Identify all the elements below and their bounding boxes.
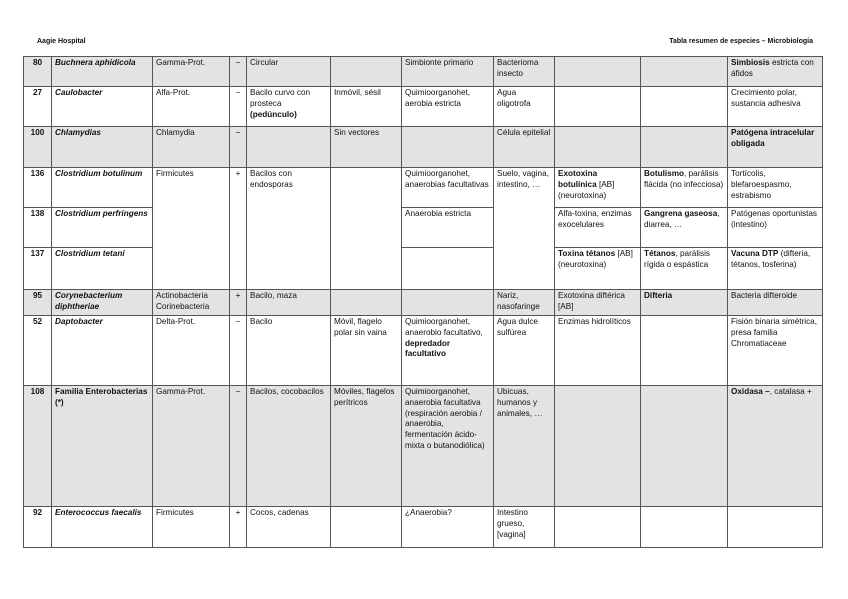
motility-cell xyxy=(331,168,402,290)
species-name: Caulobacter xyxy=(52,87,153,127)
disease-bold: Gangrena gaseosa xyxy=(644,209,718,218)
virulence-cell: Exotoxina diftérica [AB] xyxy=(555,290,641,316)
metabolism-text: Quimioorganohet, anaerobio facultativo, xyxy=(405,317,483,337)
species-name: Clostridium perfringens xyxy=(52,208,153,248)
habitat-cell: Agua dulce sulfúrea xyxy=(494,316,555,386)
motility-cell: Inmóvil, sésil xyxy=(331,87,402,127)
virulence-cell xyxy=(555,386,641,507)
table-row xyxy=(24,57,823,87)
notes-cell: Patógenas oportunistas (intestino) xyxy=(728,208,823,248)
phylum-cell: Alfa-Prot. xyxy=(153,87,230,127)
gram-cell: + xyxy=(230,290,247,316)
notes-cell: Fisión binaria simétrica, presa familia Chromatiaceae xyxy=(728,316,823,386)
habitat-cell: Nariz, nasofaringe xyxy=(494,290,555,316)
morphology-cell: Circular xyxy=(247,57,331,87)
row-number: 108 xyxy=(24,386,52,507)
motility-cell xyxy=(331,507,402,548)
table-row xyxy=(24,507,823,548)
row-number: 136 xyxy=(24,168,52,208)
virulence-cell xyxy=(555,57,641,87)
virulence-text: [AB] (neurotoxina) xyxy=(558,249,633,269)
disease-cell xyxy=(641,248,728,290)
species-name: Buchnera aphidicola xyxy=(52,57,153,87)
morphology-cell: Bacilo xyxy=(247,316,331,386)
virulence-cell xyxy=(555,507,641,548)
gram-cell: − xyxy=(230,386,247,507)
morphology-cell: Bacilo, maza xyxy=(247,290,331,316)
notes-bold: Vacuna DTP xyxy=(731,249,779,258)
habitat-cell: Bacterioma insecto xyxy=(494,57,555,87)
notes-bold: Simbiosis xyxy=(731,58,770,67)
habitat-cell: Ubicuas, humanos y animales, … xyxy=(494,386,555,507)
gram-cell: − xyxy=(230,87,247,127)
table-row xyxy=(24,316,823,386)
table-row xyxy=(24,248,823,290)
disease-cell xyxy=(641,168,728,208)
metabolism-cell: Quimioorganohet, anaerobias facultativas xyxy=(402,168,494,208)
gram-cell: − xyxy=(230,127,247,168)
row-number: 95 xyxy=(24,290,52,316)
metabolism-cell: ¿Anaerobia? xyxy=(402,507,494,548)
metabolism-cell xyxy=(402,127,494,168)
disease-cell xyxy=(641,316,728,386)
table-row xyxy=(24,127,823,168)
metabolism-cell xyxy=(402,248,494,290)
row-number: 80 xyxy=(24,57,52,87)
morphology-bold: (pedúnculo) xyxy=(250,109,297,119)
morphology-cell xyxy=(247,127,331,168)
phylum-cell: Chlamydia xyxy=(153,127,230,168)
motility-cell xyxy=(331,290,402,316)
virulence-cell xyxy=(555,127,641,168)
notes-cell xyxy=(728,507,823,548)
species-name: Familia Enterobacterias (*) xyxy=(52,386,153,507)
disease-text: , parálisis flácida (no infecciosa) xyxy=(644,169,724,189)
morphology-cell: Cocos, cadenas xyxy=(247,507,331,548)
row-number: 52 xyxy=(24,316,52,386)
table-row xyxy=(24,87,823,127)
virulence-cell xyxy=(555,168,641,208)
phylum-cell: Delta-Prot. xyxy=(153,316,230,386)
disease-text: , parálisis rígida o espástica xyxy=(644,249,710,269)
virulence-bold: Toxina tétanos xyxy=(558,249,616,258)
notes-cell xyxy=(728,248,823,290)
notes-text: , catalasa + xyxy=(769,387,812,396)
motility-cell xyxy=(331,57,402,87)
virulence-cell xyxy=(555,87,641,127)
header-left: Aagie Hospital xyxy=(37,38,86,45)
morphology-cell xyxy=(247,87,331,127)
virulence-cell: Enzimas hidrolíticos xyxy=(555,316,641,386)
notes-cell: Tortícolis, blefaroespasmo, estrabismo xyxy=(728,168,823,208)
motility-cell: Móvil, flagelo polar sin vaina xyxy=(331,316,402,386)
morphology-cell: Bacilos, cocobacilos xyxy=(247,386,331,507)
gram-cell: + xyxy=(230,507,247,548)
table-row xyxy=(24,290,823,316)
table-row xyxy=(24,386,823,507)
metabolism-cell: Simbionte primario xyxy=(402,57,494,87)
species-name: Daptobacter xyxy=(52,316,153,386)
gram-cell: + xyxy=(230,168,247,290)
habitat-cell: Célula epitelial xyxy=(494,127,555,168)
disease-cell xyxy=(641,127,728,168)
disease-cell xyxy=(641,507,728,548)
row-number: 27 xyxy=(24,87,52,127)
header-right: Tabla resumen de especies – Microbiología xyxy=(669,38,813,45)
metabolism-cell: Quimioorganohet, anaerobia facultativa (respiración aerobia / anaerobia, fermentación ácido-mixta o butanodiólica) xyxy=(402,386,494,507)
gram-cell: − xyxy=(230,316,247,386)
motility-cell: Sin vectores xyxy=(331,127,402,168)
phylum-cell: Firmicutes xyxy=(153,507,230,548)
metabolism-bold: depredador facultativo xyxy=(405,338,451,359)
morphology-text: Bacilo curvo con prosteca xyxy=(250,88,311,108)
disease-cell: Difteria xyxy=(641,290,728,316)
notes-cell xyxy=(728,57,823,87)
disease-cell xyxy=(641,57,728,87)
notes-text: estricta con áfidos xyxy=(731,58,814,78)
notes-cell xyxy=(728,386,823,507)
table-row xyxy=(24,168,823,208)
metabolism-cell: Quimioorganohet, aerobia estricta xyxy=(402,87,494,127)
virulence-cell: Alfa-toxina, enzimas exocelulares xyxy=(555,208,641,248)
phylum-cell: Firmicutes xyxy=(153,168,230,290)
row-number: 137 xyxy=(24,248,52,290)
disease-bold: Tétanos xyxy=(644,249,676,258)
species-name: Corynebacterium diphtheriae xyxy=(52,290,153,316)
gram-cell: − xyxy=(230,57,247,87)
motility-cell: Móviles, flagelos perítricos xyxy=(331,386,402,507)
notes-text: (difteria, tétanos, tosferina) xyxy=(731,249,811,269)
species-name: Enterococcus faecalis xyxy=(52,507,153,548)
notes-cell: Crecimiento polar, sustancia adhesiva xyxy=(728,87,823,127)
row-number: 100 xyxy=(24,127,52,168)
notes-bold: Oxidasa – xyxy=(731,387,770,396)
habitat-cell: Agua oligotrofa xyxy=(494,87,555,127)
disease-cell xyxy=(641,87,728,127)
disease-cell xyxy=(641,386,728,507)
notes-cell: Patógena intracelular obligada xyxy=(728,127,823,168)
species-name: Clostridium botulinum xyxy=(52,168,153,208)
row-number: 138 xyxy=(24,208,52,248)
phylum-cell: Gamma-Prot. xyxy=(153,57,230,87)
species-name: Chlamydias xyxy=(52,127,153,168)
species-table xyxy=(23,56,823,548)
virulence-bold: Exotoxina botulínica xyxy=(558,169,598,189)
metabolism-cell xyxy=(402,290,494,316)
phylum-cell: Actinobacteria Corinebacteria xyxy=(153,290,230,316)
disease-bold: Botulismo xyxy=(644,169,685,178)
disease-cell xyxy=(641,208,728,248)
phylum-cell: Gamma-Prot. xyxy=(153,386,230,507)
disease-text: , diarrea, … xyxy=(644,209,720,229)
metabolism-cell xyxy=(402,316,494,386)
virulence-cell xyxy=(555,248,641,290)
virulence-text: [AB] (neurotoxina) xyxy=(558,179,615,200)
metabolism-cell: Anaerobia estricta xyxy=(402,208,494,248)
habitat-cell: Intestino grueso, [vagina] xyxy=(494,507,555,548)
row-number: 92 xyxy=(24,507,52,548)
habitat-cell: Suelo, vagina, intestino, … xyxy=(494,168,555,290)
notes-cell: Bacteria difteroide xyxy=(728,290,823,316)
species-name: Clostridium tetani xyxy=(52,248,153,290)
morphology-cell: Bacilos con endosporas xyxy=(247,168,331,290)
table-row xyxy=(24,208,823,248)
